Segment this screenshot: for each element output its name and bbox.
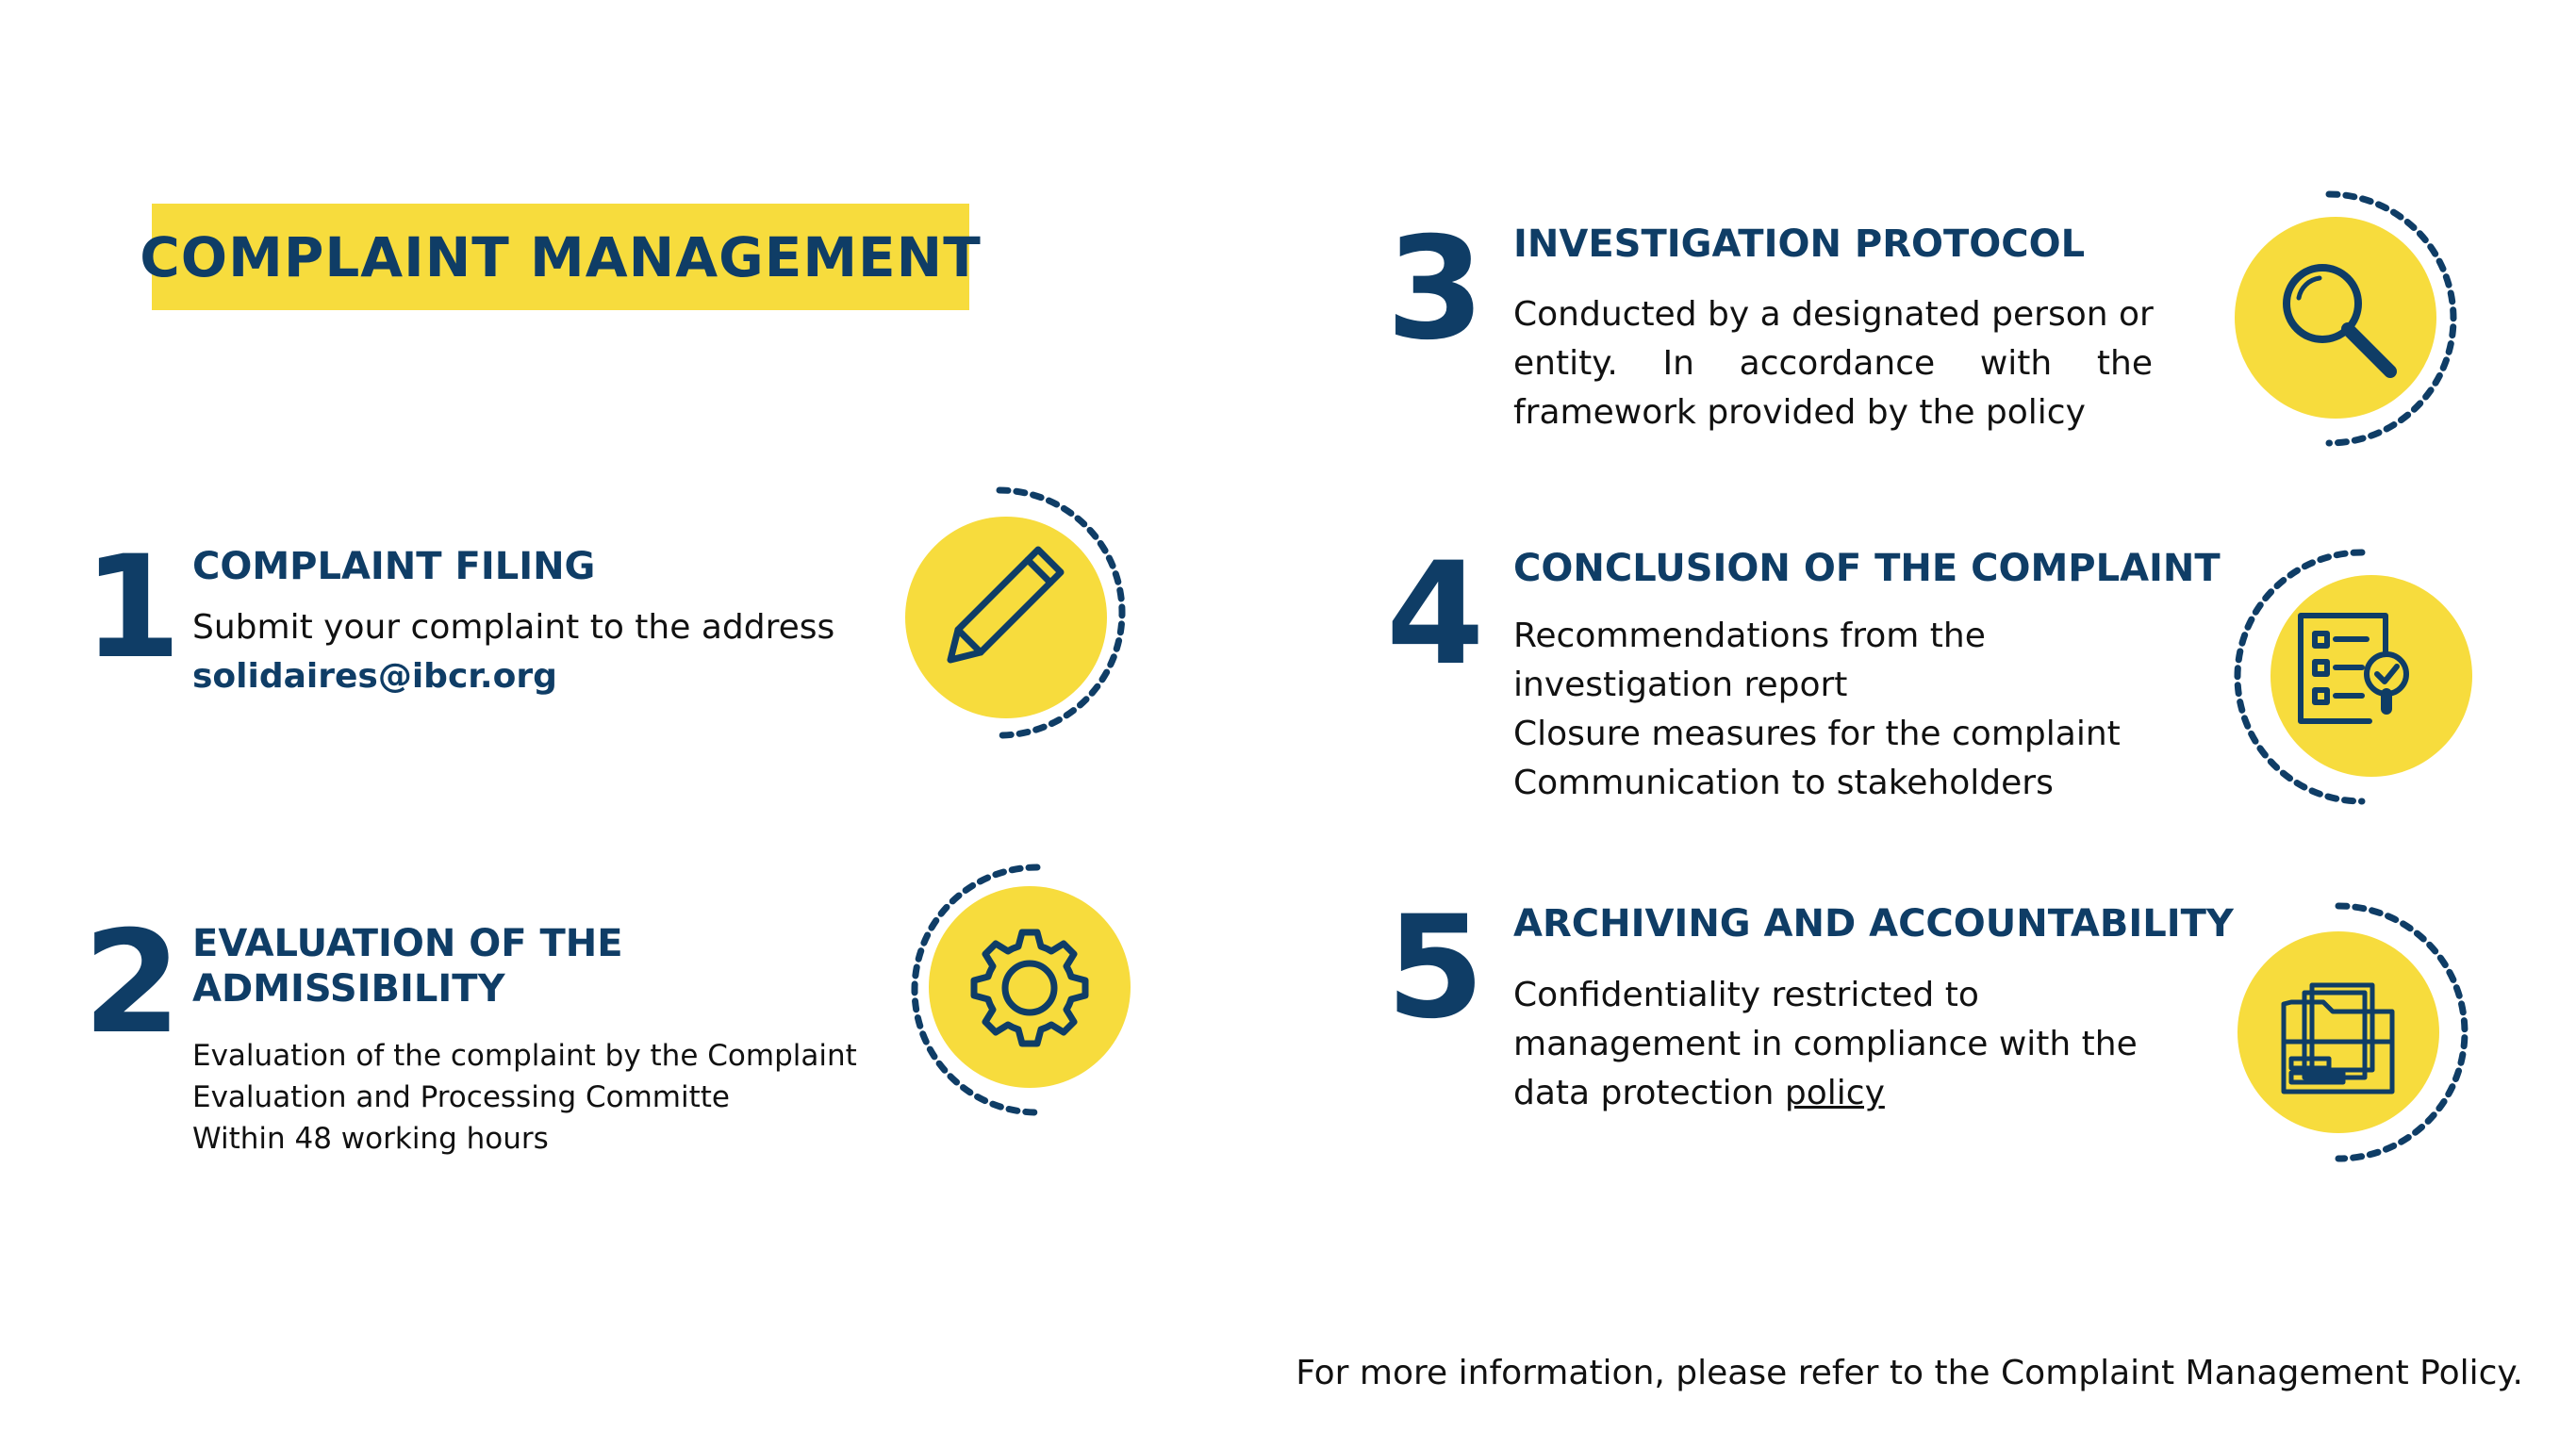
step-4-number: 4 xyxy=(1386,533,1485,697)
step-3-text-block xyxy=(1513,290,2153,437)
step-2-number: 2 xyxy=(83,901,182,1065)
policy-link[interactable]: policy xyxy=(1784,1074,1885,1112)
checklist-magnifier-icon xyxy=(2230,547,2475,811)
step-2-heading xyxy=(192,919,623,1013)
step-2-text-line-2: Evaluation and Processing Committe xyxy=(192,1080,730,1114)
step-5-heading: ARCHIVING AND ACCOUNTABILITY xyxy=(1513,902,2234,946)
step-5-text-line-1: Confidentiality restricted to xyxy=(1513,976,1979,1014)
step-3-text-line-3: framework provided by the policy xyxy=(1513,393,2086,432)
step-2-text-block xyxy=(192,1035,856,1160)
step-2-heading-line-2: ADMISSIBILITY xyxy=(192,967,505,1011)
step-5-number: 5 xyxy=(1386,886,1485,1050)
footer-note: For more information, please refer to the Complaint Management Policy. xyxy=(1296,1354,2523,1392)
step-5-text-line-3 xyxy=(1513,1069,2173,1118)
step-4-text-block xyxy=(1513,612,2173,808)
step-4-text-line-1: Recommendations from the xyxy=(1513,617,1986,655)
step-2-text-line-3: Within 48 working hours xyxy=(192,1122,549,1156)
step-4-text-line-2: investigation report xyxy=(1513,666,1848,704)
gear-icon xyxy=(900,858,1146,1122)
magnifier-icon xyxy=(2225,189,2470,452)
pencil-icon xyxy=(896,481,1141,745)
step-3-text-line-1: Conducted by a designated person or xyxy=(1513,295,2154,334)
step-1-heading: COMPLAINT FILING xyxy=(192,545,596,588)
step-4-heading: CONCLUSION OF THE COMPLAINT xyxy=(1513,547,2221,590)
page-title-banner xyxy=(140,204,982,310)
page-title: COMPLAINT MANAGEMENT xyxy=(140,224,982,289)
step-1-text: Submit your complaint to the address xyxy=(192,608,835,647)
step-5-text-block xyxy=(1513,971,2173,1118)
step-5-text-line-3-prefix: data protection xyxy=(1513,1074,1785,1112)
step-4-text-line-4: Communication to stakeholders xyxy=(1513,764,2054,802)
step-4-text-line-3: Closure measures for the complaint xyxy=(1513,715,2121,753)
step-3-heading: INVESTIGATION PROTOCOL xyxy=(1513,222,2086,266)
folder-icon xyxy=(2225,900,2480,1164)
step-2-text-line-1: Evaluation of the complaint by the Complaint xyxy=(192,1039,857,1073)
step-1-number: 1 xyxy=(83,526,182,690)
step-3-text-line-2: entity. In accordance with the xyxy=(1513,344,2153,383)
step-3-number: 3 xyxy=(1386,207,1485,371)
step-1-email-link[interactable]: solidaires@ibcr.org xyxy=(192,657,557,696)
step-5-text-line-2: management in compliance with the xyxy=(1513,1025,2138,1063)
step-1-text-block xyxy=(192,603,871,701)
step-2-heading-line-1: EVALUATION OF THE xyxy=(192,922,623,965)
